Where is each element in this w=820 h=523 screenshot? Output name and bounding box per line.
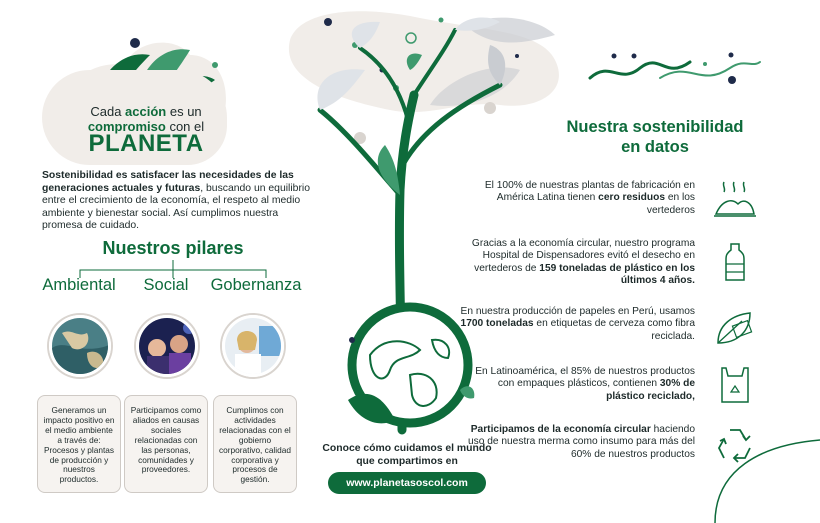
globe-illustration	[340, 300, 480, 430]
fact-bold: 1700 toneladas	[460, 318, 534, 330]
fact-bold: Participamos de la economía circular	[470, 424, 651, 435]
fact-bold: cero residuos	[598, 192, 665, 204]
pillar-text-gobernanza: Cumplimos con actividades relacionadas con el gobierno corporativo, calidad corporativa y procesos de gestión.	[213, 395, 297, 493]
recycle-icon	[712, 422, 758, 468]
fact-text: Gracias a la economía circular, nuestro programa Hospital de Dispensadores evitó el desecho en vertederos de	[471, 238, 695, 274]
fact-item	[460, 306, 695, 343]
hero-title: PLANETA	[88, 130, 204, 157]
hero-line1-pre: Cada	[90, 104, 126, 119]
data-section-title	[555, 117, 755, 157]
fact-bold: 30% de plástico reciclado,	[606, 378, 695, 402]
pillar-name-ambiental: Ambiental	[42, 276, 116, 294]
leaf-paper-icon	[712, 305, 758, 351]
pillar-text-ambiental: Generamos un impacto positivo en el medio ambiente a través de: Procesos y plantas de producción y nuestros productos.	[37, 395, 121, 493]
landfill-icon	[712, 178, 758, 224]
bottle-icon	[712, 240, 758, 286]
center-caption: Conoce cómo cuidamos el mundo que compartimos en	[322, 443, 492, 467]
plastic-bag-icon	[712, 362, 758, 408]
fact-bold: 159 toneladas de plástico en los últimos 4 años.	[539, 262, 695, 287]
fact-text: en los vertederos	[646, 192, 695, 216]
intro-paragraph	[42, 170, 317, 233]
hero-line1-post: es un	[166, 104, 202, 119]
pillar-name-gobernanza: Gobernanza	[210, 276, 302, 294]
fact-item	[460, 238, 695, 288]
data-title-line1: Nuestra sostenibilidad	[566, 118, 744, 136]
pillar-text-social: Participamos como aliados en causas sociales relacionadas con las personas, comunidades y proveedores.	[124, 395, 208, 493]
fact-text: En Latinoamérica, el 85% de nuestros productos con empaques plásticos, contienen	[475, 366, 695, 390]
hero-line2-bold: compromiso	[87, 119, 166, 134]
intro-bold: Sostenibilidad es satisfacer las necesidades de las generaciones actuales y futuras	[42, 170, 294, 194]
fact-text: En nuestra producción de papeles en Perú, usamos	[460, 306, 695, 317]
water-aerial-photo	[49, 315, 111, 377]
pillar-name-social: Social	[143, 276, 189, 294]
fact-item	[460, 180, 695, 217]
pillars-title: Nuestros pilares	[102, 238, 244, 258]
data-title-line2: en datos	[621, 138, 689, 156]
fact-text: en etiquetas de cerveza como fibra reciclada.	[533, 318, 695, 342]
audience-photo	[136, 315, 198, 377]
hero-line1-bold: acción	[125, 104, 167, 119]
hero-line2-post: con el	[165, 119, 205, 134]
fact-text: El 100% de nuestras plantas de fabricación en América Latina tienen	[484, 180, 695, 204]
fact-text: haciendo uso de nuestra merma como insumo para más del 60% de nuestros productos	[467, 424, 695, 460]
fact-item	[460, 366, 695, 403]
fact-item	[460, 424, 695, 461]
intro-rest: , buscando un equilibrio entre el crecimiento de la economía, el respeto al medio ambiente y bienestar social. Así cumplimos nuestra promesa de cuidado.	[42, 182, 310, 232]
business-woman-photo	[222, 315, 284, 377]
website-link-button[interactable]: www.planetasoscol.com	[328, 472, 486, 494]
